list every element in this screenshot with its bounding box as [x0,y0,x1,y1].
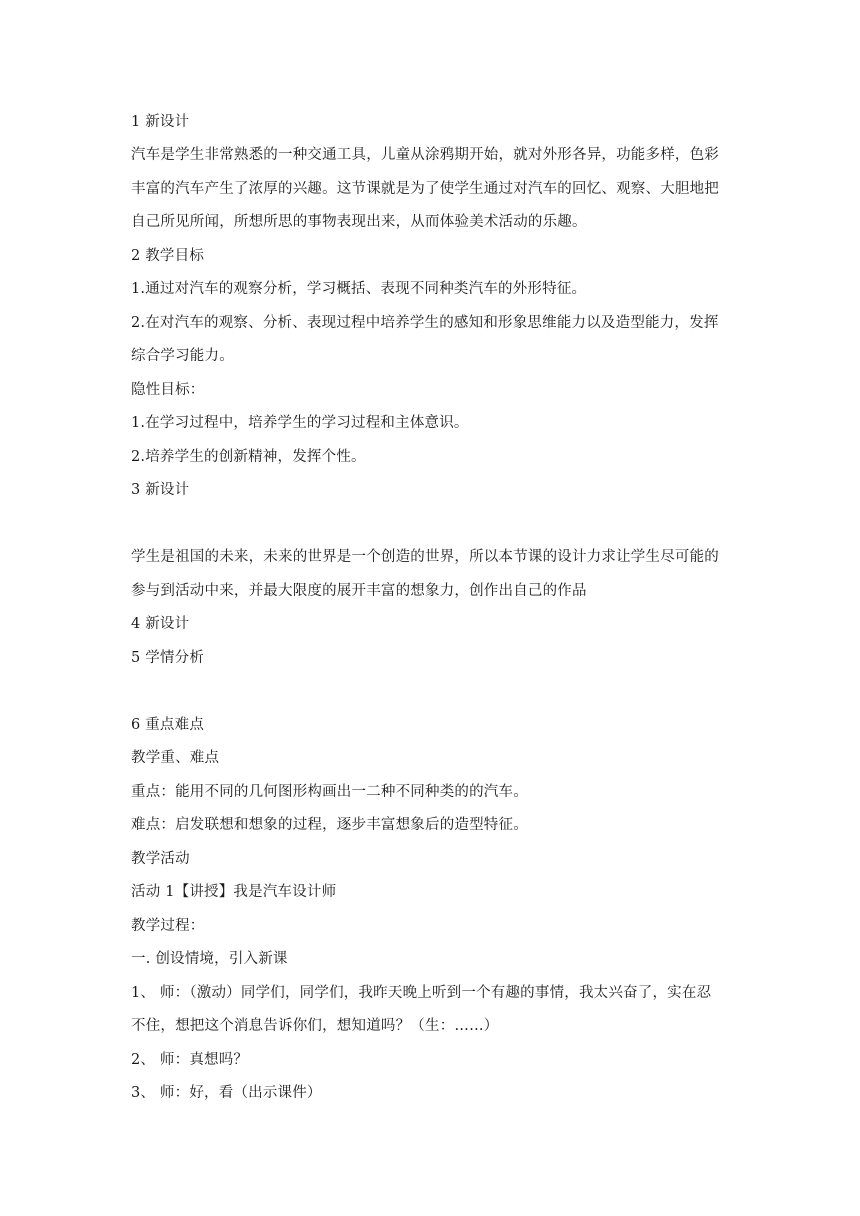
heading-new-design-1: 1 新设计 [131,114,190,130]
activity-1-title: 活动 1【讲授】我是汽车设计师 [131,884,337,900]
process-item-1: 1、 师：（激动）同学们，同学们，我昨天晚上听到一个有趣的事情，我太兴奋了，实在忍 [131,985,712,1001]
hidden-goal-item-1: 1.在学习过程中，培养学生的学习过程和主体意识。 [131,415,469,431]
heading-new-design-4: 4 新设计 [131,616,190,632]
paragraph-line: 参与到活动中来，并最大限度的展开丰富的想象力，创作出自己的作品 [131,583,587,599]
hidden-goal-item-2: 2.培养学生的创新精神，发挥个性。 [131,449,366,465]
goal-item-2-cont: 综合学习能力。 [131,348,234,364]
process-item-2: 2、 师：真想吗？ [131,1052,249,1068]
goal-item-1: 1.通过对汽车的观察分析，学习概括、表现不同种类汽车的外形特征。 [131,281,587,297]
heading-teaching-goals: 2 教学目标 [131,248,205,264]
key-point: 重点：能用不同的几何图形构画出一二种不同种类的的汽车。 [131,784,528,800]
difficult-point: 难点：启发联想和想象的过程，逐步丰富想象后的造型特征。 [131,817,528,833]
process-item-1-cont: 不住，想把这个消息告诉你们，想知道吗？（生：……） [131,1018,499,1034]
paragraph-line: 学生是祖国的未来，未来的世界是一个创造的世界，所以本节课的设计力求让学生尽可能的 [131,549,719,565]
heading-teaching-activities: 教学活动 [131,851,190,867]
subheading-key-difficulties: 教学重、难点 [131,750,220,766]
heading-student-analysis: 5 学情分析 [131,650,205,666]
paragraph-line: 汽车是学生非常熟悉的一种交通工具，儿童从涂鸦期开始，就对外形各异，功能多样，色彩 [131,147,719,163]
goal-item-2: 2.在对汽车的观察、分析、表现过程中培养学生的感知和形象思维能力以及造型能力，发挥 [131,315,719,331]
heading-teaching-process: 教学过程： [131,918,205,934]
paragraph-line: 丰富的汽车产生了浓厚的兴趣。这节课就是为了使学生通过对汽车的回忆、观察、大胆地把 [131,181,719,197]
heading-new-design-3: 3 新设计 [131,482,190,498]
process-item-3: 3、 师：好，看（出示课件） [131,1085,322,1101]
paragraph-line: 自己所见所闻，所想所思的事物表现出来，从而体验美术活动的乐趣。 [131,214,587,230]
process-step-1: 一. 创设情境，引入新课 [131,951,288,967]
heading-hidden-goals: 隐性目标： [131,382,205,398]
heading-key-difficulties: 6 重点难点 [131,717,205,733]
